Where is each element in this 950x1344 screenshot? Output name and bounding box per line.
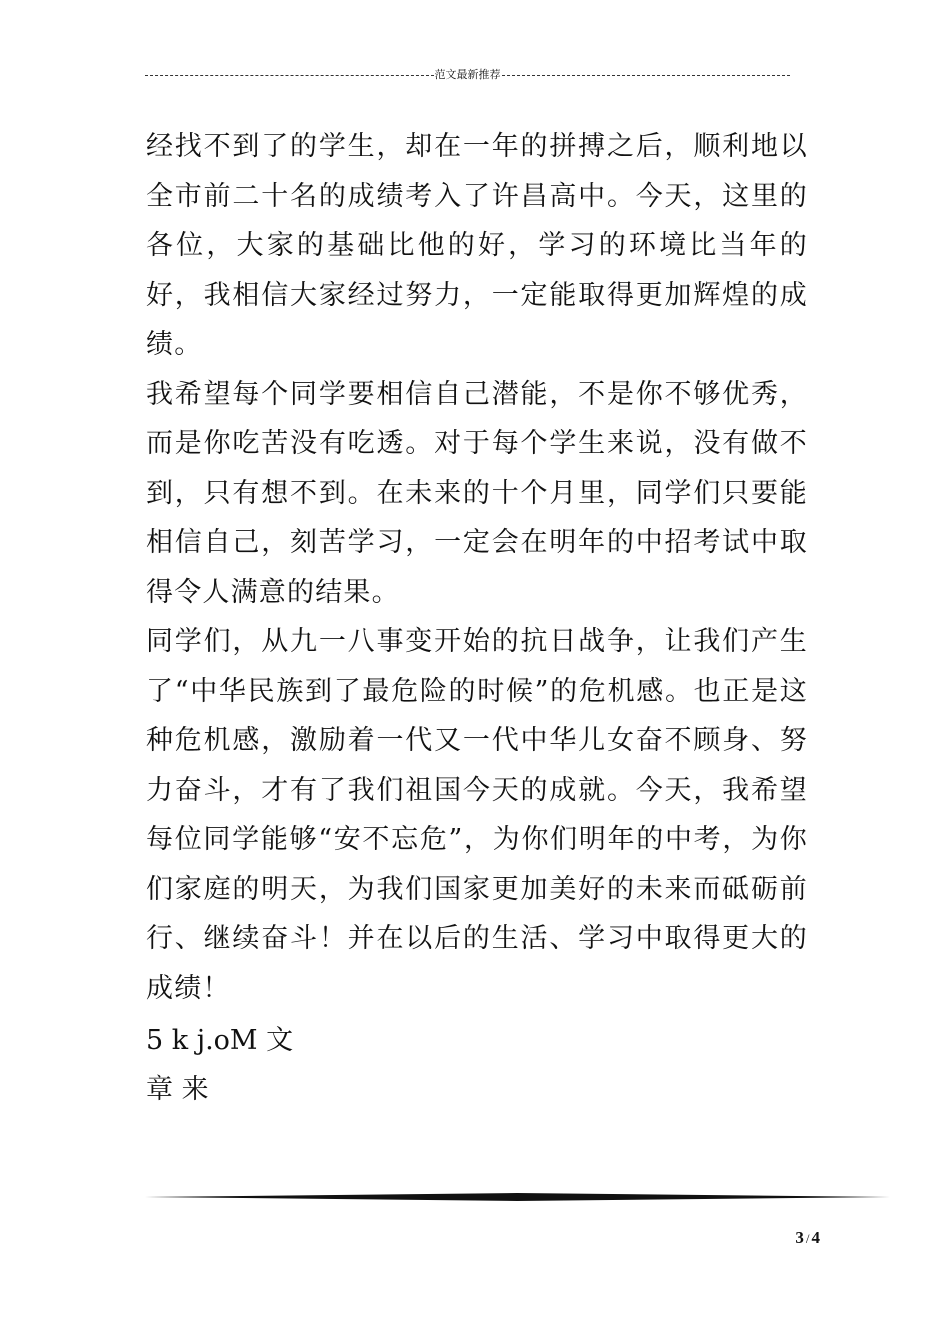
header-dashes-right <box>502 75 791 76</box>
page-number <box>760 1228 820 1248</box>
paragraph: 我希望每个同学要相信自己潜能，不是你不够优秀，而是你吃苦没有吃透。对于每个学生来说，没有做不到，只有想不到。在未来的十个月里，同学们只要能相信自己，刻苦学习，一定会在明年的中招考试中取得令人满意的结果。 <box>146 378 808 608</box>
page-header <box>145 66 790 84</box>
page-separator: / <box>805 1231 810 1246</box>
signature-line-1: 5 k j.oM 文 <box>146 1025 294 1056</box>
page-total: 4 <box>811 1228 820 1247</box>
paragraph: 同学们，从九一八事变开始的抗日战争，让我们产生了“中华民族到了最危险的时候”的危机感。也正是这种危机感，激励着一代又一代中华儿女奋不顾身、努力奋斗，才有了我们祖国今天的成就。今天，我希望每位同学能够“安不忘危”，为你们明年的中考，为你们家庭的明天，为我们国家更加美好的未来而砥砺前行、继续奋斗！并在以后的生活、学习中取得更大的成绩！ <box>146 626 808 1004</box>
paragraph: 经找不到了的学生，却在一年的拼搏之后，顺利地以全市前二十名的成绩考入了许昌高中。今天，这里的各位，大家的基础比他的好，学习的环境比当年的好，我相信大家经过努力，一定能取得更加辉煌的成绩。 <box>146 131 808 360</box>
header-title: 范文最新推荐 <box>434 68 501 81</box>
document-body <box>146 122 808 1013</box>
source-signature <box>146 1016 293 1114</box>
page-current: 3 <box>795 1228 804 1247</box>
header-dashes-left <box>145 75 434 76</box>
footer-rule <box>145 1193 890 1201</box>
signature-line-2: 章 来 <box>146 1074 209 1105</box>
